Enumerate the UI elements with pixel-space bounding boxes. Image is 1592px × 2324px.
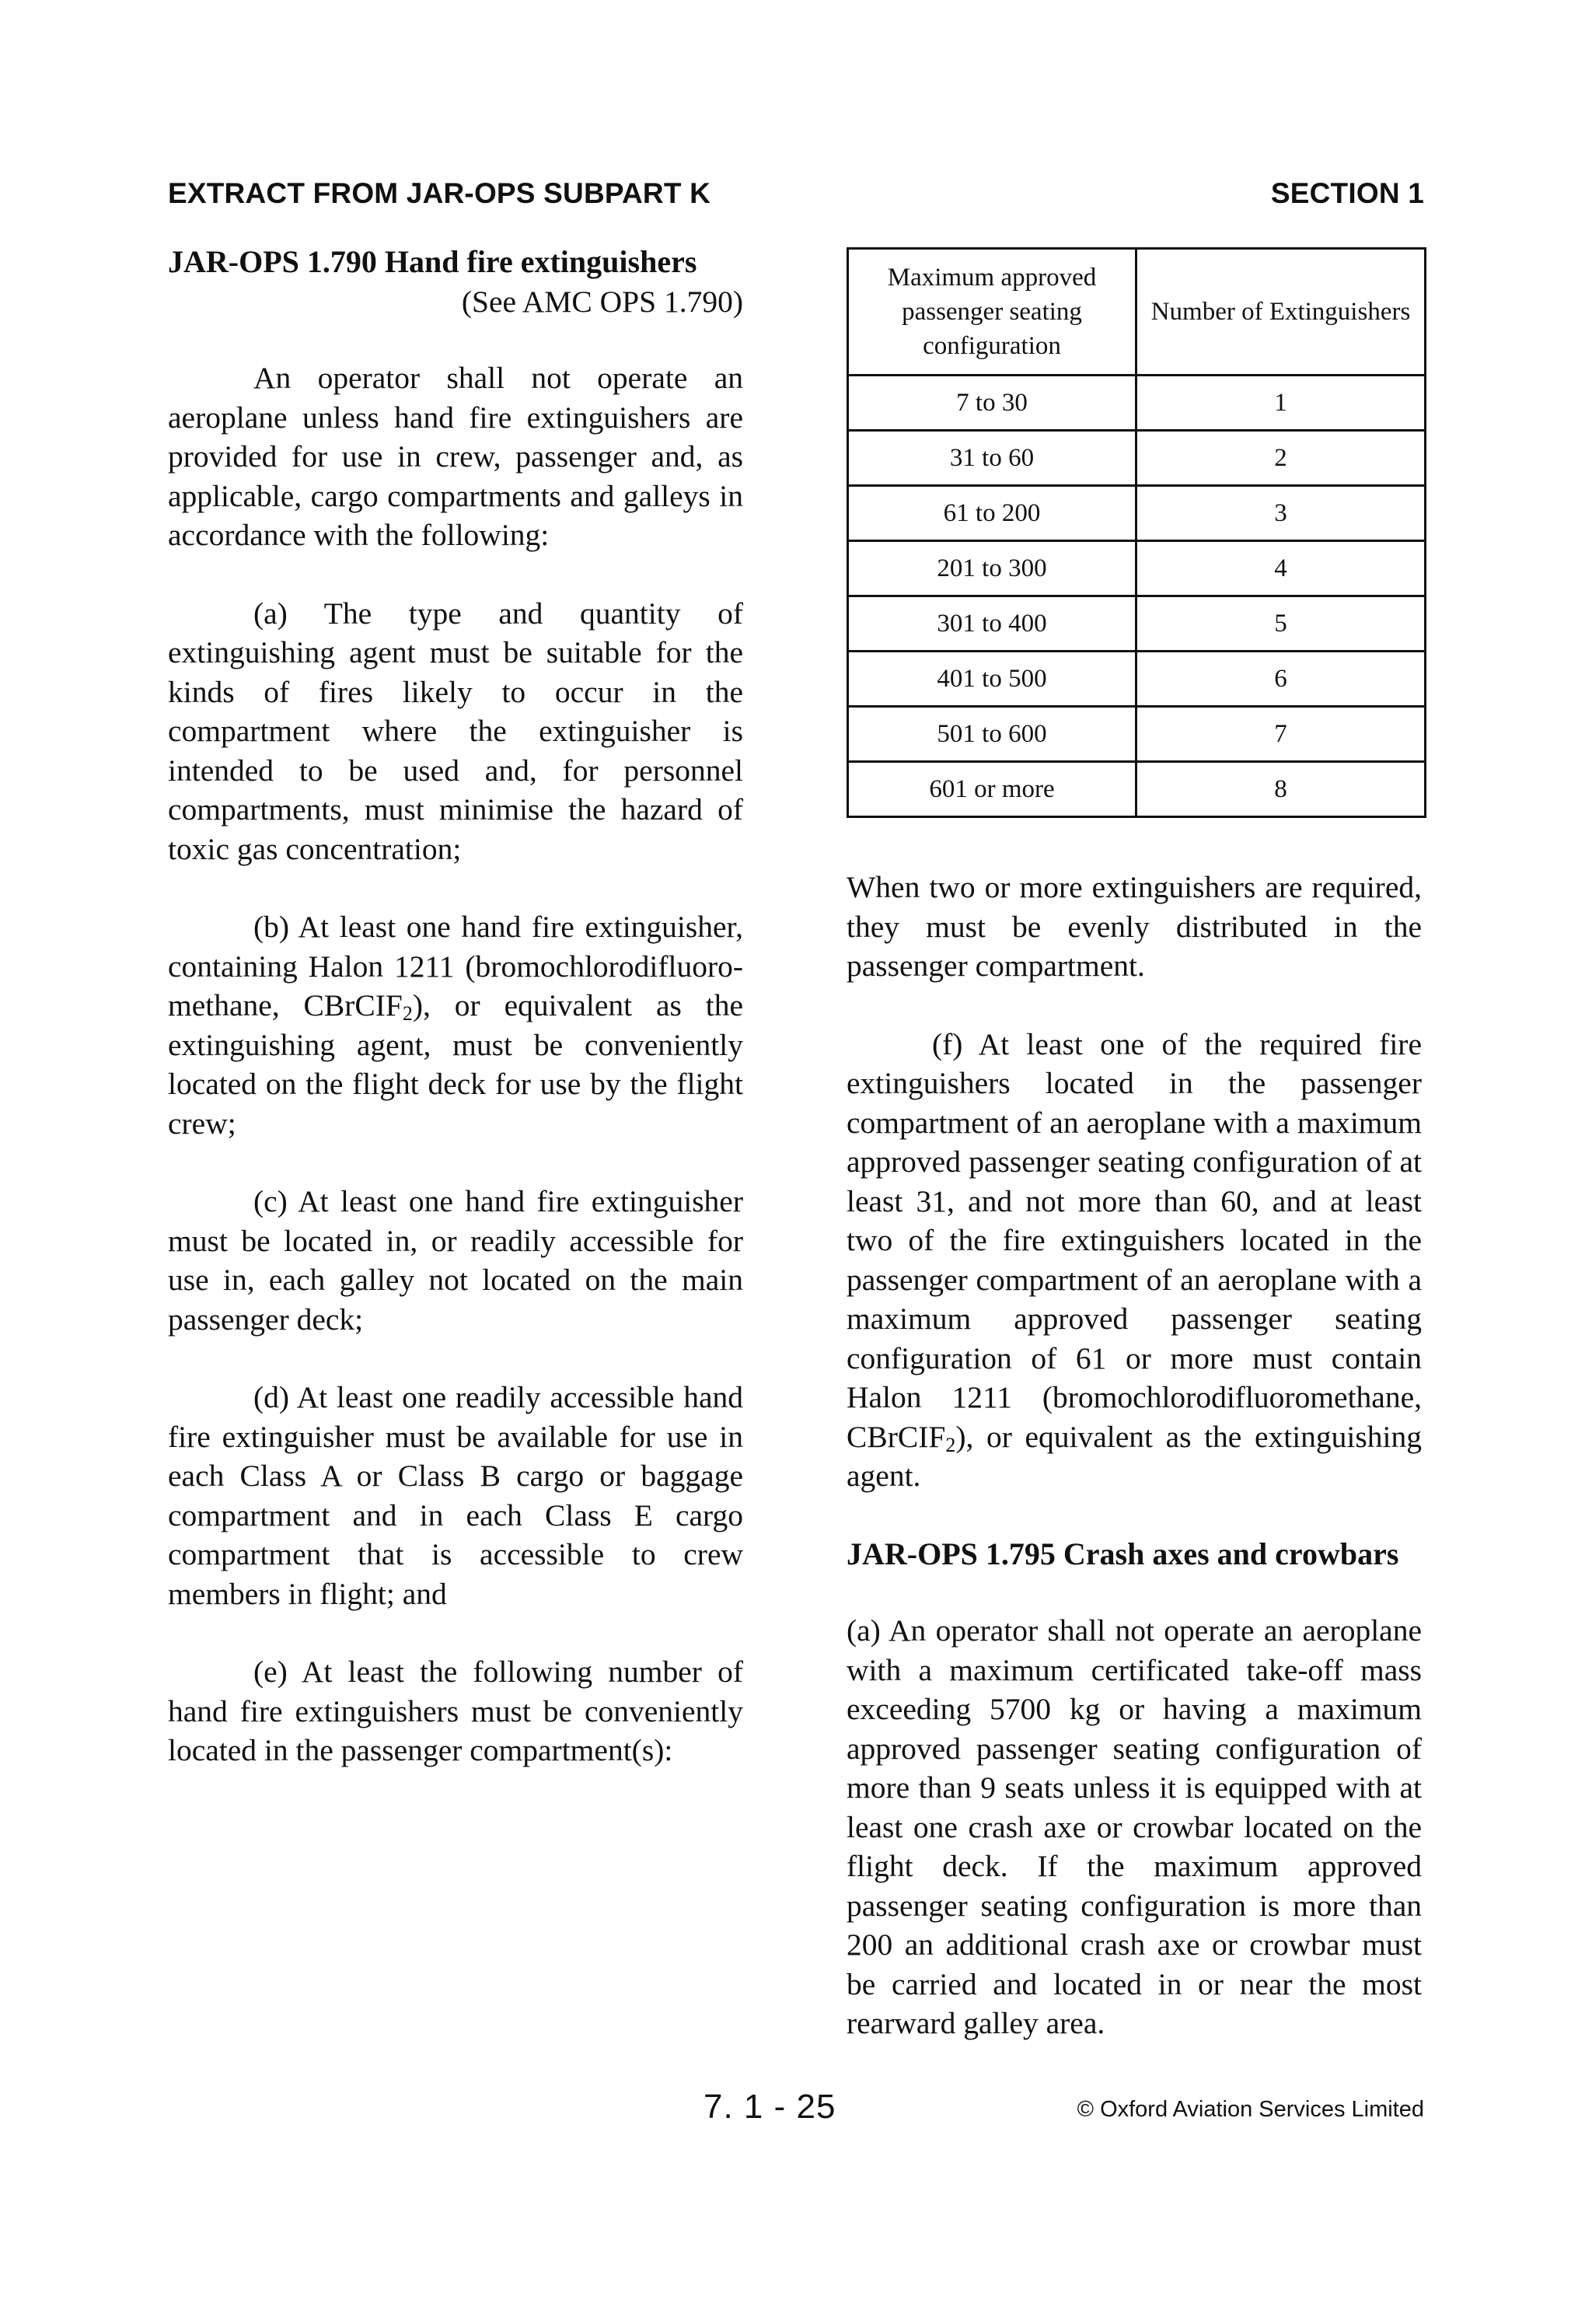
crash-axe-paragraph: (a) An operator shall not operate an aeroplane with a maximum certificated take-off mass exceeding 5700 kg or having a maximum approved passenger seating configuration of more than 9 seats unless it is equipped with at least one crash axe or crowbar located on the flight deck. If the maximum approved passenger seating configuration is more than 200 an additional crash axe or crowbar must be carried and located in or near the most rearward galley area. [847,1613,1422,2040]
section-title-1795: JAR-OPS 1.795 Crash axes and crowbars [847,1536,1399,1571]
table-cell-seats: 31 to 60 [848,431,1136,486]
table-row [848,762,1426,817]
right-column [847,868,1422,2082]
paragraph-f [847,1025,1422,1496]
paragraph-f-text: (f) At least one of the required fire extinguishers located in the passenger compartment of an aeroplane with a maximum approved passenger seating configuration of at least 31, and not more than 60, and at least two of the fire extinguishers located in the passenger compartment of an aeroplane with a maximum approved passenger seating configuration of 61 or more must contain Halon 1211 (bromochlorodifluoromethane, CBrCIF [847,1026,1422,1454]
table-cell-seats: 301 to 400 [848,596,1136,652]
table-cell-seats: 601 or more [848,762,1136,817]
table-cell-seats: 201 to 300 [848,541,1136,596]
intro-paragraph: An operator shall not operate an aeroplane unless hand fire extinguishers are provided for use in crew, passenger and, as applicable, cargo compartments and galleys in accordance with the following: [168,361,743,552]
extinguisher-table [847,247,1426,818]
table-cell-count: 1 [1136,376,1426,431]
see-reference: (See AMC OPS 1.790) [461,284,743,319]
paragraph-b-text: (b) At least one hand fire extinguisher, containing Halon 1211 (bromochlorodifluoro-methane, CBrCIF [168,910,743,1022]
table-cell-seats: 61 to 200 [848,486,1136,541]
subscript-2: 2 [402,1002,413,1025]
table-cell-count: 5 [1136,596,1426,652]
table-header-count: Number of Extinguishers [1136,249,1426,376]
distribution-paragraph: When two or more extinguishers are required, they must be evenly distributed in the passenger compartment. [847,870,1422,983]
table-row [848,431,1426,486]
paragraph-b [168,907,743,1143]
table-row [848,652,1426,707]
table-cell-count: 2 [1136,431,1426,486]
table-cell-seats: 401 to 500 [848,652,1136,707]
page-number: 7. 1 - 25 [703,2088,836,2126]
paragraph-e: (e) At least the following number of hand fire extinguishers must be conveniently located in the passenger compartment(s): [168,1655,743,1767]
table-header-seating: Maximum approved passenger seating configuration [848,249,1136,376]
section-label: SECTION 1 [1270,177,1424,209]
paragraph-b-text-end: ), or equivalent as the extinguishing agent, must be conveniently located on the flight deck for use by the flight crew; [168,988,743,1141]
table-row [848,486,1426,541]
table-cell-count: 8 [1136,762,1426,817]
table-cell-count: 7 [1136,707,1426,762]
table-row [848,596,1426,652]
section-title-1790: JAR-OPS 1.790 Hand fire extinguishers [168,244,697,279]
paragraph-d: (d) At least one readily accessible hand fire extinguisher must be available for use in each Class A or Class B cargo or baggage compartment and in each Class E cargo compartment that is accessible to crew members in flight; and [168,1380,743,1611]
copyright-notice: © Oxford Aviation Services Limited [1077,2097,1424,2122]
paragraph-a: (a) The type and quantity of extinguishing agent must be suitable for the kinds of fires likely to occur in the compartment where the extinguisher is intended to be used and, for personnel compartments, must minimise the hazard of toxic gas concentration; [168,596,743,866]
table-cell-seats: 7 to 30 [848,376,1136,431]
table-cell-count: 6 [1136,652,1426,707]
paragraph-c: (c) At least one hand fire extinguisher must be located in, or readily accessible for use in, each galley not located on the main passenger deck; [168,1184,743,1337]
left-column [168,243,743,1809]
table-cell-seats: 501 to 600 [848,707,1136,762]
subscript-2: 2 [945,1433,956,1456]
table-row [848,707,1426,762]
table-row [848,541,1426,596]
table-header-row [848,249,1426,376]
header-title: EXTRACT FROM JAR-OPS SUBPART K [168,177,711,209]
table-row [848,376,1426,431]
table-cell-count: 4 [1136,541,1426,596]
paragraph-f-text-end: ), or equivalent as the extinguishing agent. [847,1419,1422,1493]
table-cell-count: 3 [1136,486,1426,541]
